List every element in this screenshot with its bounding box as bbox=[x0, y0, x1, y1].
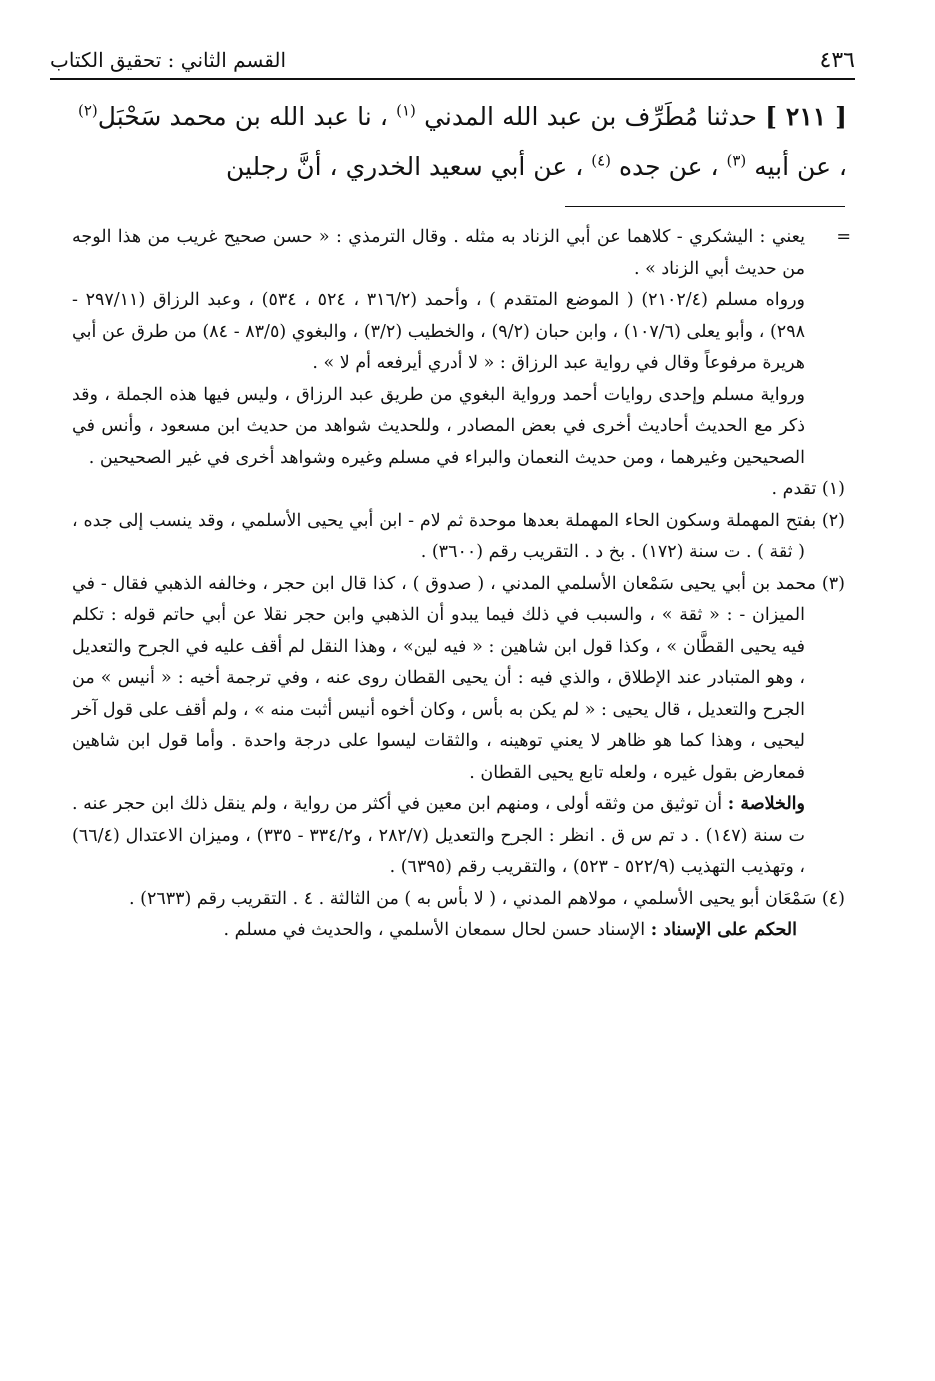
footnote-3: (٣) محمد بن أبي يحيى سَمْعان الأسلمي المدني ، ( صدوق ) ، كذا قال ابن حجر ، وخالفه الذهبي فقال - في الميزان - : « ثقة » ، والسبب في ذلك فيما يبدو أن الذهبي وابن حجر نقلا عن أبي حاتم قوله : تكلم فيه يحيى القطَّان » ، وكذا قول ابن شاهين : « فيه لين» ، وهذا النقل لم أقف عليه في الجرح والتعديل ، وهو المتبادر عند الإطلاق ، والذي فيه : أن يحيى القطان روى عنه ، وفي ترجمة أخيه : « أنيس » من الجرح والتعديل ، قال يحيى : « لم يكن به بأس ، وكان أخوه أنيس أثبت منه » ، ولم أقف على قول آخر ليحيى ، وهذا كما هو ظاهر لا يعني توهينه ، والثقات ليسوا على درجة واحدة . وأما قول ابن شاهين فمعارض بقول غيره ، ولعله تابع يحيى القطان . bbox=[72, 573, 845, 783]
note-paragraph: ورواه مسلم (٢١٠٢/٤) ( الموضع المتقدم ) ، وأحمد (٣١٦/٢ ، ٥٢٤ ، ٥٣٤) ، وعبد الرزاق (٢٩٧/١١ - ٢٩٨) ، وأبو يعلى (١٠٧/٦) ، وابن حبان (٩/٢) ، والخطيب (٣/٢) ، والبغوي (٨٣/٥ - ٨٤) من طرق عن أبي هريرة مرفوعاً وقال في رواية عبد الرزاق : « لا أدري أيرفعه أم لا » . bbox=[72, 290, 806, 373]
note-text: يعني : اليشكري - كلاهما عن أبي الزناد به مثله . وقال الترمذي : « حسن صحيح غريب من هذا الوجه من حديث أبي الزناد » . bbox=[72, 227, 805, 279]
page-number: ٤٣٦ bbox=[819, 47, 855, 73]
footnote-1: (١) تقدم . bbox=[771, 479, 845, 499]
footnote-ref: (٢) bbox=[78, 101, 98, 120]
isnad-ruling bbox=[72, 915, 845, 947]
hadith-number: [ ٢١١ ] bbox=[765, 102, 847, 131]
ruling-text: الإسناد حسن لحال سمعان الأسلمي ، والحديث في مسلم . bbox=[223, 920, 646, 940]
continuation-mark: = bbox=[836, 227, 851, 247]
footnotes bbox=[72, 222, 851, 947]
hadith-text-part: حدثنا مُطَرِّف بن عبد الله المدني bbox=[424, 102, 757, 131]
hadith-text-part: ، عن جده bbox=[618, 152, 719, 181]
footnote-ref: (٤) bbox=[591, 151, 611, 170]
footnote-ref: (١) bbox=[396, 101, 416, 120]
footnote-ref: (٣) bbox=[726, 151, 747, 170]
hadith-text-part: ، نا عبد الله بن محمد سَحْبَل bbox=[97, 102, 388, 131]
footnote-4: (٤) سَمْعَان أبو يحيى الأسلمي ، مولاهم المدني ، ( لا بأس به ) من الثالثة . ٤ . التقريب رقم (٢٦٣٣) . bbox=[128, 888, 845, 909]
continued-note bbox=[72, 222, 851, 285]
section-title: القسم الثاني : تحقيق الكتاب bbox=[50, 48, 287, 72]
summary-label: والخلاصة : bbox=[727, 794, 805, 814]
summary-paragraph bbox=[72, 789, 845, 884]
hadith-text-part: ، عن أبيه bbox=[754, 152, 847, 181]
note-paragraph: ورواية مسلم وإحدى روايات أحمد ورواية البغوي من طريق عبد الرزاق ، وليس فيها هذه الجملة ، وقد ذكر مع الحديث أحاديث أخرى في بعض المصادر ، وللحديث شواهد من حديث ابن مسعود ، وأنس في الصحيحين وغيرهما ، ومن حديث النعمان والبراء في مسلم وغيره وشواهد أخرى في غير الصحيحين . bbox=[72, 384, 805, 468]
running-header bbox=[50, 42, 855, 80]
summary-text: أن توثيق من وثقه أولى ، ومنهم ابن معين في أكثر من رواية ، ولم ينقل ذلك ابن حجر عنه . ت سنة (١٤٧) . د تم س ق . انظر : الجرح والتعديل (٢٨٢/٧ ، و٣٣٤/٢ - ٣٣٥) ، وميزان الاعتدال (٦٦/٤) ، وتهذيب التهذيب (٥٢٢/٩ - ٥٢٣) ، والتقريب رقم (٦٣٩٥) . bbox=[72, 794, 805, 877]
ruling-label: الحكم على الإسناد : bbox=[650, 920, 797, 940]
footnote-2: (٢) بفتح المهملة وسكون الحاء المهملة بعدها موحدة ثم لام - ابن أبي يحيى الأسلمي ، وقد ينسب إلى جده ، ( ثقة ) . ت سنة (١٧٢) . بخ د . التقريب رقم (٣٦٠٠) . bbox=[72, 510, 845, 562]
footnote-separator bbox=[565, 206, 845, 207]
hadith-text bbox=[78, 92, 847, 192]
hadith-text-part: ، عن أبي سعيد الخدري ، أنَّ رجلين bbox=[225, 152, 584, 181]
